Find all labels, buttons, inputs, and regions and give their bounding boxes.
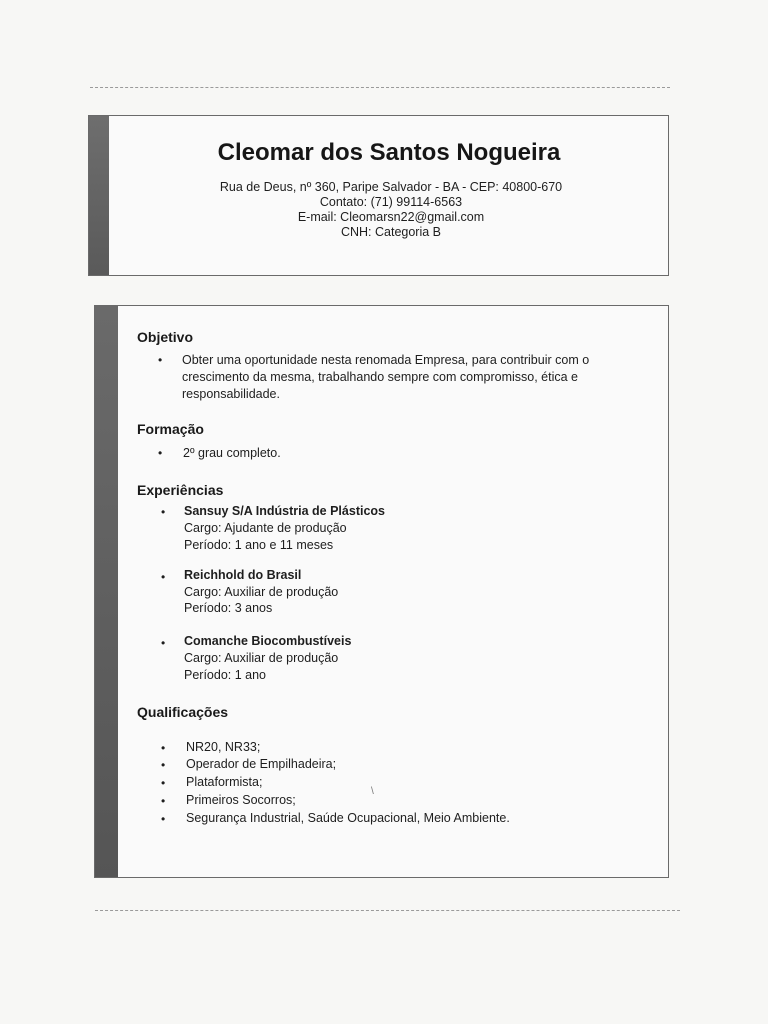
experience-periodo: Período: 1 ano — [184, 668, 267, 682]
bullet-icon: • — [161, 812, 166, 826]
experience-company: Comanche Biocombustíveis — [184, 634, 352, 648]
experience-periodo: Período: 3 anos — [184, 601, 273, 615]
qualification-item: Operador de Empilhadeira; — [186, 757, 337, 771]
section-title-formacao: Formação — [137, 421, 204, 437]
email-line: E-mail: Cleomarsn22@gmail.com — [297, 210, 485, 224]
candidate-name: Cleomar dos Santos Nogueira — [217, 139, 561, 166]
bullet-icon: • — [158, 446, 163, 460]
experience-company: Reichhold do Brasil — [184, 568, 302, 582]
objetivo-line-2: crescimento da mesma, trabalhando sempre com compromisso, ética e — [182, 370, 578, 384]
formacao-item: 2º grau completo. — [183, 446, 281, 460]
section-title-qualificacoes: Qualificações — [137, 704, 229, 720]
qualification-item: Primeiros Socorros; — [186, 793, 296, 807]
section-title-objetivo: Objetivo — [137, 329, 194, 345]
body-accent-bar — [95, 306, 118, 877]
bullet-icon: • — [161, 741, 166, 755]
bullet-icon: • — [158, 353, 163, 367]
bullet-icon: • — [161, 794, 166, 808]
top-divider — [90, 87, 670, 88]
bullet-icon: • — [161, 505, 166, 519]
bullet-icon: • — [161, 776, 166, 790]
header-accent-bar — [89, 116, 109, 275]
stray-pen-mark: \ — [371, 786, 374, 797]
experience-periodo: Período: 1 ano e 11 meses — [184, 538, 334, 552]
resume-body — [94, 305, 669, 878]
bullet-icon: • — [161, 570, 166, 584]
bullet-icon: • — [161, 636, 166, 650]
qualification-item: Segurança Industrial, Saúde Ocupacional, Meio Ambiente. — [186, 811, 510, 825]
experience-cargo: Cargo: Auxiliar de produção — [184, 651, 339, 665]
bottom-divider — [95, 910, 680, 911]
objetivo-line-1: Obter uma oportunidade nesta renomada Empresa, para contribuir com o — [182, 353, 590, 367]
qualification-item: NR20, NR33; — [186, 740, 261, 754]
experience-cargo: Cargo: Auxiliar de produção — [184, 585, 339, 599]
phone-line: Contato: (71) 99114-6563 — [319, 195, 463, 209]
qualification-item: Plataformista; — [186, 775, 263, 789]
experience-company: Sansuy S/A Indústria de Plásticos — [184, 504, 385, 518]
objetivo-line-3: responsabilidade. — [182, 387, 280, 401]
section-title-experiencias: Experiências — [137, 482, 224, 498]
bullet-icon: • — [161, 758, 166, 772]
experience-cargo: Cargo: Ajudante de produção — [184, 521, 347, 535]
address-line: Rua de Deus, nº 360, Paripe Salvador - BA - CEP: 40800-670 — [219, 180, 563, 194]
contact-block — [189, 180, 593, 240]
cnh-line: CNH: Categoria B — [340, 225, 442, 239]
header-box — [88, 115, 669, 276]
